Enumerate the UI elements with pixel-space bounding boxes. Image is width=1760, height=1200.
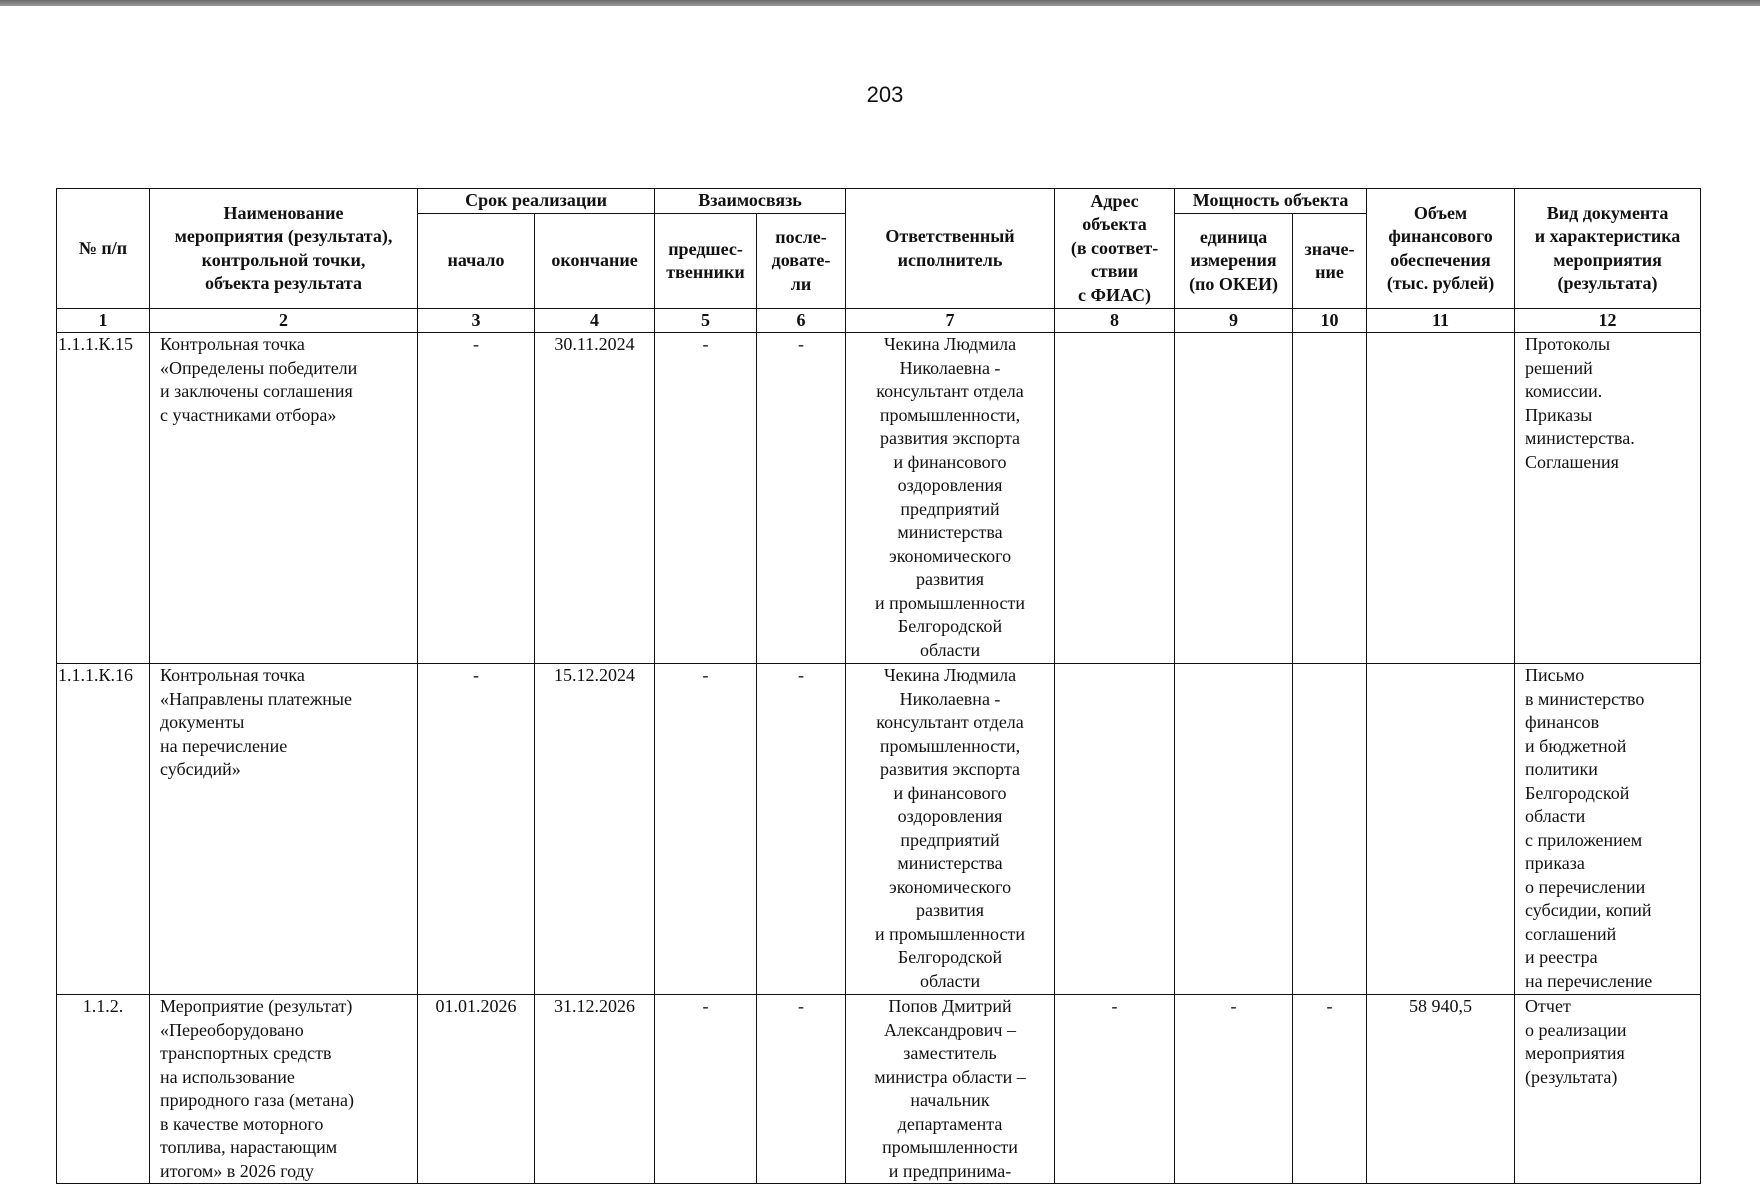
header-document: Вид документа и характеристика мероприятия (результата)	[1515, 189, 1701, 309]
row-start: 01.01.2026	[418, 995, 535, 1184]
row-name: Контрольная точка «Определены победители и заключены соглашения с участниками отбора»	[150, 333, 418, 664]
header-responsible: Ответственный исполнитель	[846, 189, 1055, 309]
column-number: 5	[655, 309, 757, 333]
column-number: 10	[1293, 309, 1367, 333]
row-successors: -	[757, 995, 846, 1184]
row-successors: -	[757, 333, 846, 664]
row-address	[1055, 664, 1175, 995]
row-unit: -	[1175, 995, 1293, 1184]
page-number: 203	[866, 82, 904, 107]
column-number: 6	[757, 309, 846, 333]
table-row	[57, 995, 1701, 1184]
row-finance	[1367, 333, 1515, 664]
row-number: 1.1.1.К.15	[57, 333, 150, 664]
header-no: № п/п	[57, 189, 150, 309]
column-number: 9	[1175, 309, 1293, 333]
column-number-row	[57, 309, 1701, 333]
header-address: Адрес объекта (в соответ- ствии с ФИАС)	[1055, 189, 1175, 309]
row-start: -	[418, 664, 535, 995]
row-unit	[1175, 664, 1293, 995]
row-successors: -	[757, 664, 846, 995]
row-end: 15.12.2024	[535, 664, 655, 995]
row-predecessors: -	[655, 664, 757, 995]
column-number: 7	[846, 309, 1055, 333]
row-number: 1.1.1.К.16	[57, 664, 150, 995]
row-end: 30.11.2024	[535, 333, 655, 664]
header-value: значе- ние	[1293, 214, 1367, 309]
column-number: 1	[57, 309, 150, 333]
row-document: Протоколы решений комиссии. Приказы министерства. Соглашения	[1515, 333, 1701, 664]
header-unit: единица измерения (по ОКЕИ)	[1175, 214, 1293, 309]
row-name: Мероприятие (результат) «Переоборудовано транспортных средств на использование природного газа (метана) в качестве моторного топлива, нарастающим итогом» в 2026 году	[150, 995, 418, 1184]
row-finance	[1367, 664, 1515, 995]
row-value: -	[1293, 995, 1367, 1184]
row-unit	[1175, 333, 1293, 664]
header-link-group: Взаимосвязь	[655, 189, 846, 214]
column-number: 11	[1367, 309, 1515, 333]
header-capacity-group: Мощность объекта	[1175, 189, 1367, 214]
row-start: -	[418, 333, 535, 664]
header-predecessors: предшес- твенники	[655, 214, 757, 309]
row-document: Отчет о реализации мероприятия (результата)	[1515, 995, 1701, 1184]
row-number: 1.1.2.	[57, 995, 150, 1184]
row-value	[1293, 664, 1367, 995]
row-address: -	[1055, 995, 1175, 1184]
column-number: 2	[150, 309, 418, 333]
row-value	[1293, 333, 1367, 664]
plan-table	[56, 188, 1701, 1184]
row-document: Письмо в министерство финансов и бюджетной политики Белгородской области с приложением приказа о перечислении субсидии, копий соглашений и реестра на перечисление	[1515, 664, 1701, 995]
column-number: 8	[1055, 309, 1175, 333]
row-responsible: Чекина Людмила Николаевна - консультант отдела промышленности, развития экспорта и финансового оздоровления предприятий министерства экономического развития и промышленности Белгородской области	[846, 333, 1055, 664]
table-row	[57, 333, 1701, 664]
row-predecessors: -	[655, 995, 757, 1184]
row-finance: 58 940,5	[1367, 995, 1515, 1184]
column-number: 4	[535, 309, 655, 333]
header-finance: Объем финансового обеспечения (тыс. рублей)	[1367, 189, 1515, 309]
header-name: Наименование мероприятия (результата), контрольной точки, объекта результата	[150, 189, 418, 309]
row-address	[1055, 333, 1175, 664]
row-responsible: Попов Дмитрий Александрович – заместитель министра области – начальник департамента промышленности и предпринима-	[846, 995, 1055, 1184]
header-successors: после- довате- ли	[757, 214, 846, 309]
column-number: 12	[1515, 309, 1701, 333]
row-responsible: Чекина Людмила Николаевна - консультант отдела промышленности, развития экспорта и финансового оздоровления предприятий министерства экономического развития и промышленности Белгородской области	[846, 664, 1055, 995]
row-predecessors: -	[655, 333, 757, 664]
row-end: 31.12.2026	[535, 995, 655, 1184]
header-row-groups	[57, 189, 1701, 214]
header-term-group: Срок реализации	[418, 189, 655, 214]
table-row	[57, 664, 1701, 995]
column-number: 3	[418, 309, 535, 333]
header-end: окончание	[535, 214, 655, 309]
header-start: начало	[418, 214, 535, 309]
top-border-rule	[0, 0, 1760, 6]
row-name: Контрольная точка «Направлены платежные документы на перечисление субсидий»	[150, 664, 418, 995]
